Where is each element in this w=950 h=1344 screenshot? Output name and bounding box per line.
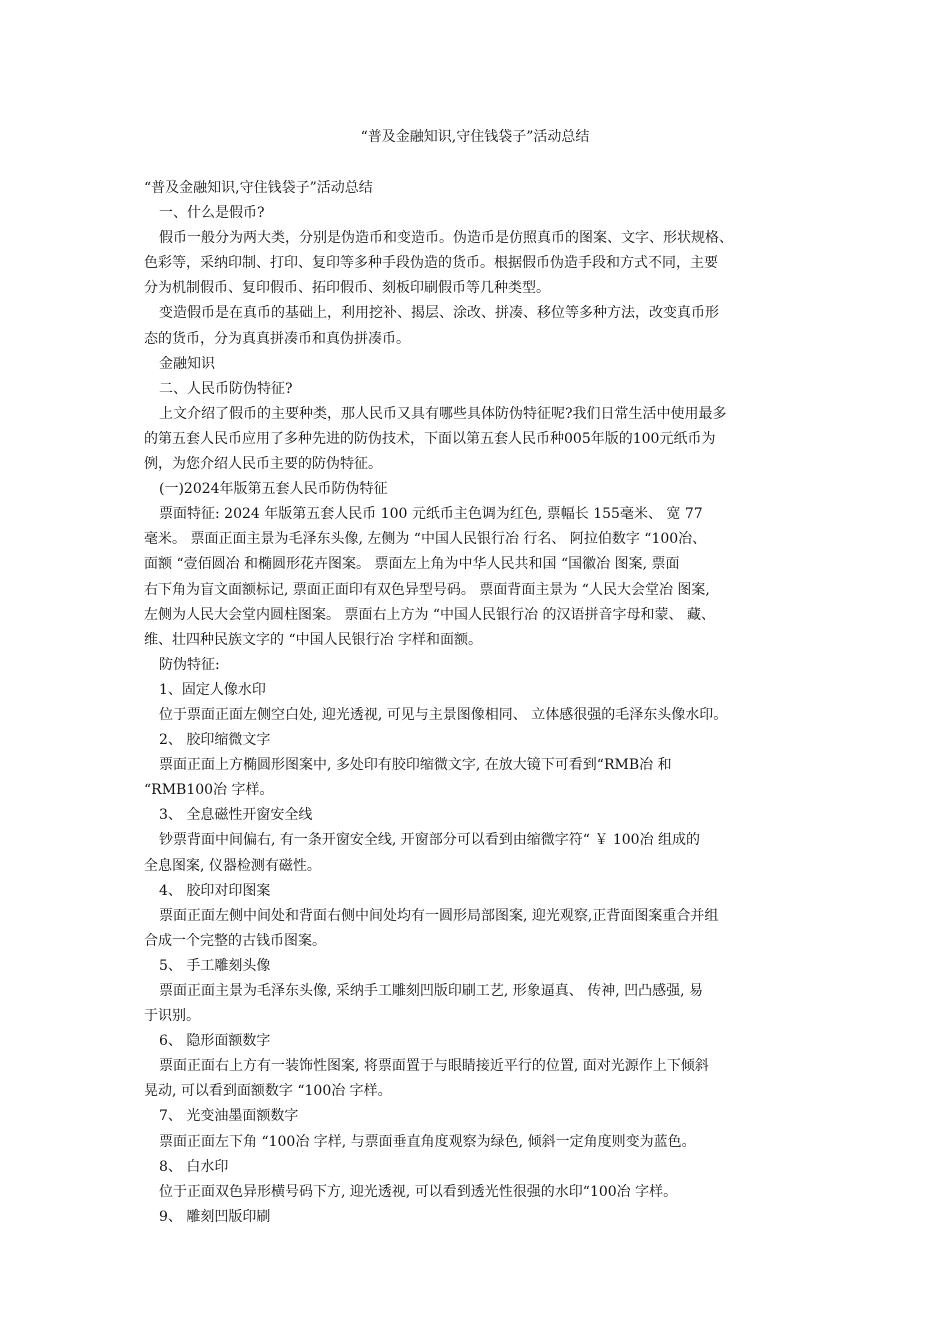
text-line: 右下角为盲文面额标记, 票面正面印有双色异型号码。 票面背面主景为 “人民大会堂冶 图案, — [144, 581, 710, 598]
text-line: 6、 隐形面额数字 — [159, 1033, 271, 1050]
text-line: 票面正面左下角 “100冶 字样, 与票面垂直角度观察为绿色, 倾斜一定角度则变为蓝色。 — [159, 1133, 696, 1150]
text-line: 于识别。 — [144, 1008, 200, 1025]
text-line: 态的货币，分为真真拼凑币和真伪拼凑币。 — [144, 330, 410, 347]
text-line: 金融知识 — [159, 355, 215, 372]
text-line: “RMB100冶 字样。 — [144, 782, 274, 799]
text-line: 5、 手工雕刻头像 — [159, 957, 271, 974]
text-line: 面额 “壹佰圆冶 和椭圆形花卉图案。 票面左上角为中华人民共和国 “国徽冶 图案, 票面 — [144, 556, 680, 573]
text-line: 合成一个完整的古钱币图案。 — [144, 932, 326, 949]
text-line: 票面正面右上方有一装饰性图案, 将票面置于与眼睛接近平行的位置, 面对光源作上下倾斜 — [159, 1058, 709, 1075]
text-line: 的第五套人民币应用了多种先进的防伪技术，下面以第五套人民币种005年版的100元纸币为 — [144, 430, 716, 447]
text-line: 毫米。 票面正面主景为毛泽东头像, 左侧为 “中国人民银行冶 行名、 阿拉伯数字 “100冶、 — [144, 531, 707, 548]
text-line: 钞票背面中间偏右, 有一条开窗安全线, 开窗部分可以看到由缩微字符“ ￥ 100冶 组成的 — [159, 832, 701, 849]
text-line: 票面正面上方椭圆形图案中, 多处印有胶印缩微文字, 在放大镜下可看到“RMB冶 和 — [159, 757, 672, 774]
text-line: 全息图案, 仪器检测有磁性。 — [144, 857, 321, 874]
text-line: 票面正面主景为毛泽东头像, 采纳手工雕刻凹版印刷工艺, 形象逼真、 传神, 凹凸感强, 易 — [159, 983, 704, 999]
text-line: 上文介绍了假币的主要种类，那人民币又具有哪些具体防伪特征呢?我们日常生活中使用最多 — [159, 405, 727, 422]
document-body — [144, 176, 824, 1230]
text-line: 一、什么是假币? — [159, 205, 265, 222]
text-line: 票面正面左侧中间处和背面右侧中间处均有一圆形局部图案, 迎光观察,正背面图案重合并组 — [159, 907, 719, 924]
text-line: 9、 雕刻凹版印刷 — [159, 1208, 271, 1225]
document-title: “普及金融知识,守住钱袋子”活动总结 — [360, 129, 590, 145]
text-line: 3、 全息磁性开窗安全线 — [159, 807, 313, 824]
text-line: 变造假币是在真币的基础上，利用挖补、揭层、涂改、拼凑、移位等多种方法，改变真币形 — [159, 305, 719, 322]
text-line: 晃动, 可以看到面额数字 “100冶 字样。 — [144, 1083, 392, 1100]
text-line: 7、 光变油墨面额数字 — [159, 1108, 299, 1125]
text-line: 位于票面正面左侧空白处, 迎光透视, 可见与主景图像相同、 立体感很强的毛泽东头像水印。 — [159, 706, 728, 723]
text-line: 1、固定人像水印 — [159, 681, 266, 698]
text-line: 8、 白水印 — [159, 1158, 229, 1175]
text-line: 4、 胶印对印图案 — [159, 882, 271, 899]
text-line: 2、 胶印缩微文字 — [159, 732, 271, 749]
text-line: 左侧为人民大会堂内圆柱图案。 票面右上方为 “中国人民银行冶 的汉语拼音字母和蒙、 藏、 — [144, 606, 715, 623]
text-line: (一)2024年版第五套人民币防伪特征 — [159, 481, 388, 498]
text-line: 二、人民币防伪特征? — [159, 380, 293, 397]
text-line: 票面特征: 2024 年版第五套人民币 100 元纸币主色调为红色, 票幅长 155毫米、 宽 77 — [159, 506, 703, 523]
text-line: 假币一般分为两大类，分别是伪造币和变造币。伪造币是仿照真币的图案、文字、形状规格、 — [159, 230, 733, 247]
text-line: 分为机制假币、复印假币、拓印假币、刻板印刷假币等几种类型。 — [144, 280, 550, 297]
text-line: 防伪特征: — [159, 656, 220, 673]
text-line: 色彩等，采纳印制、打印、复印等多种手段伪造的货币。根据假币伪造手段和方式不同，主要 — [144, 255, 718, 272]
text-line: “普及金融知识,守住钱袋子”活动总结 — [144, 180, 373, 196]
text-line: 维、壮四种民族文字的 “中国人民银行冶 字样和面额。 — [144, 631, 483, 648]
text-line: 位于正面双色异形横号码下方, 迎光透视, 可以看到透光性很强的水印“100冶 字样。 — [159, 1183, 678, 1200]
text-line: 例，为您介绍人民币主要的防伪特征。 — [144, 456, 382, 473]
